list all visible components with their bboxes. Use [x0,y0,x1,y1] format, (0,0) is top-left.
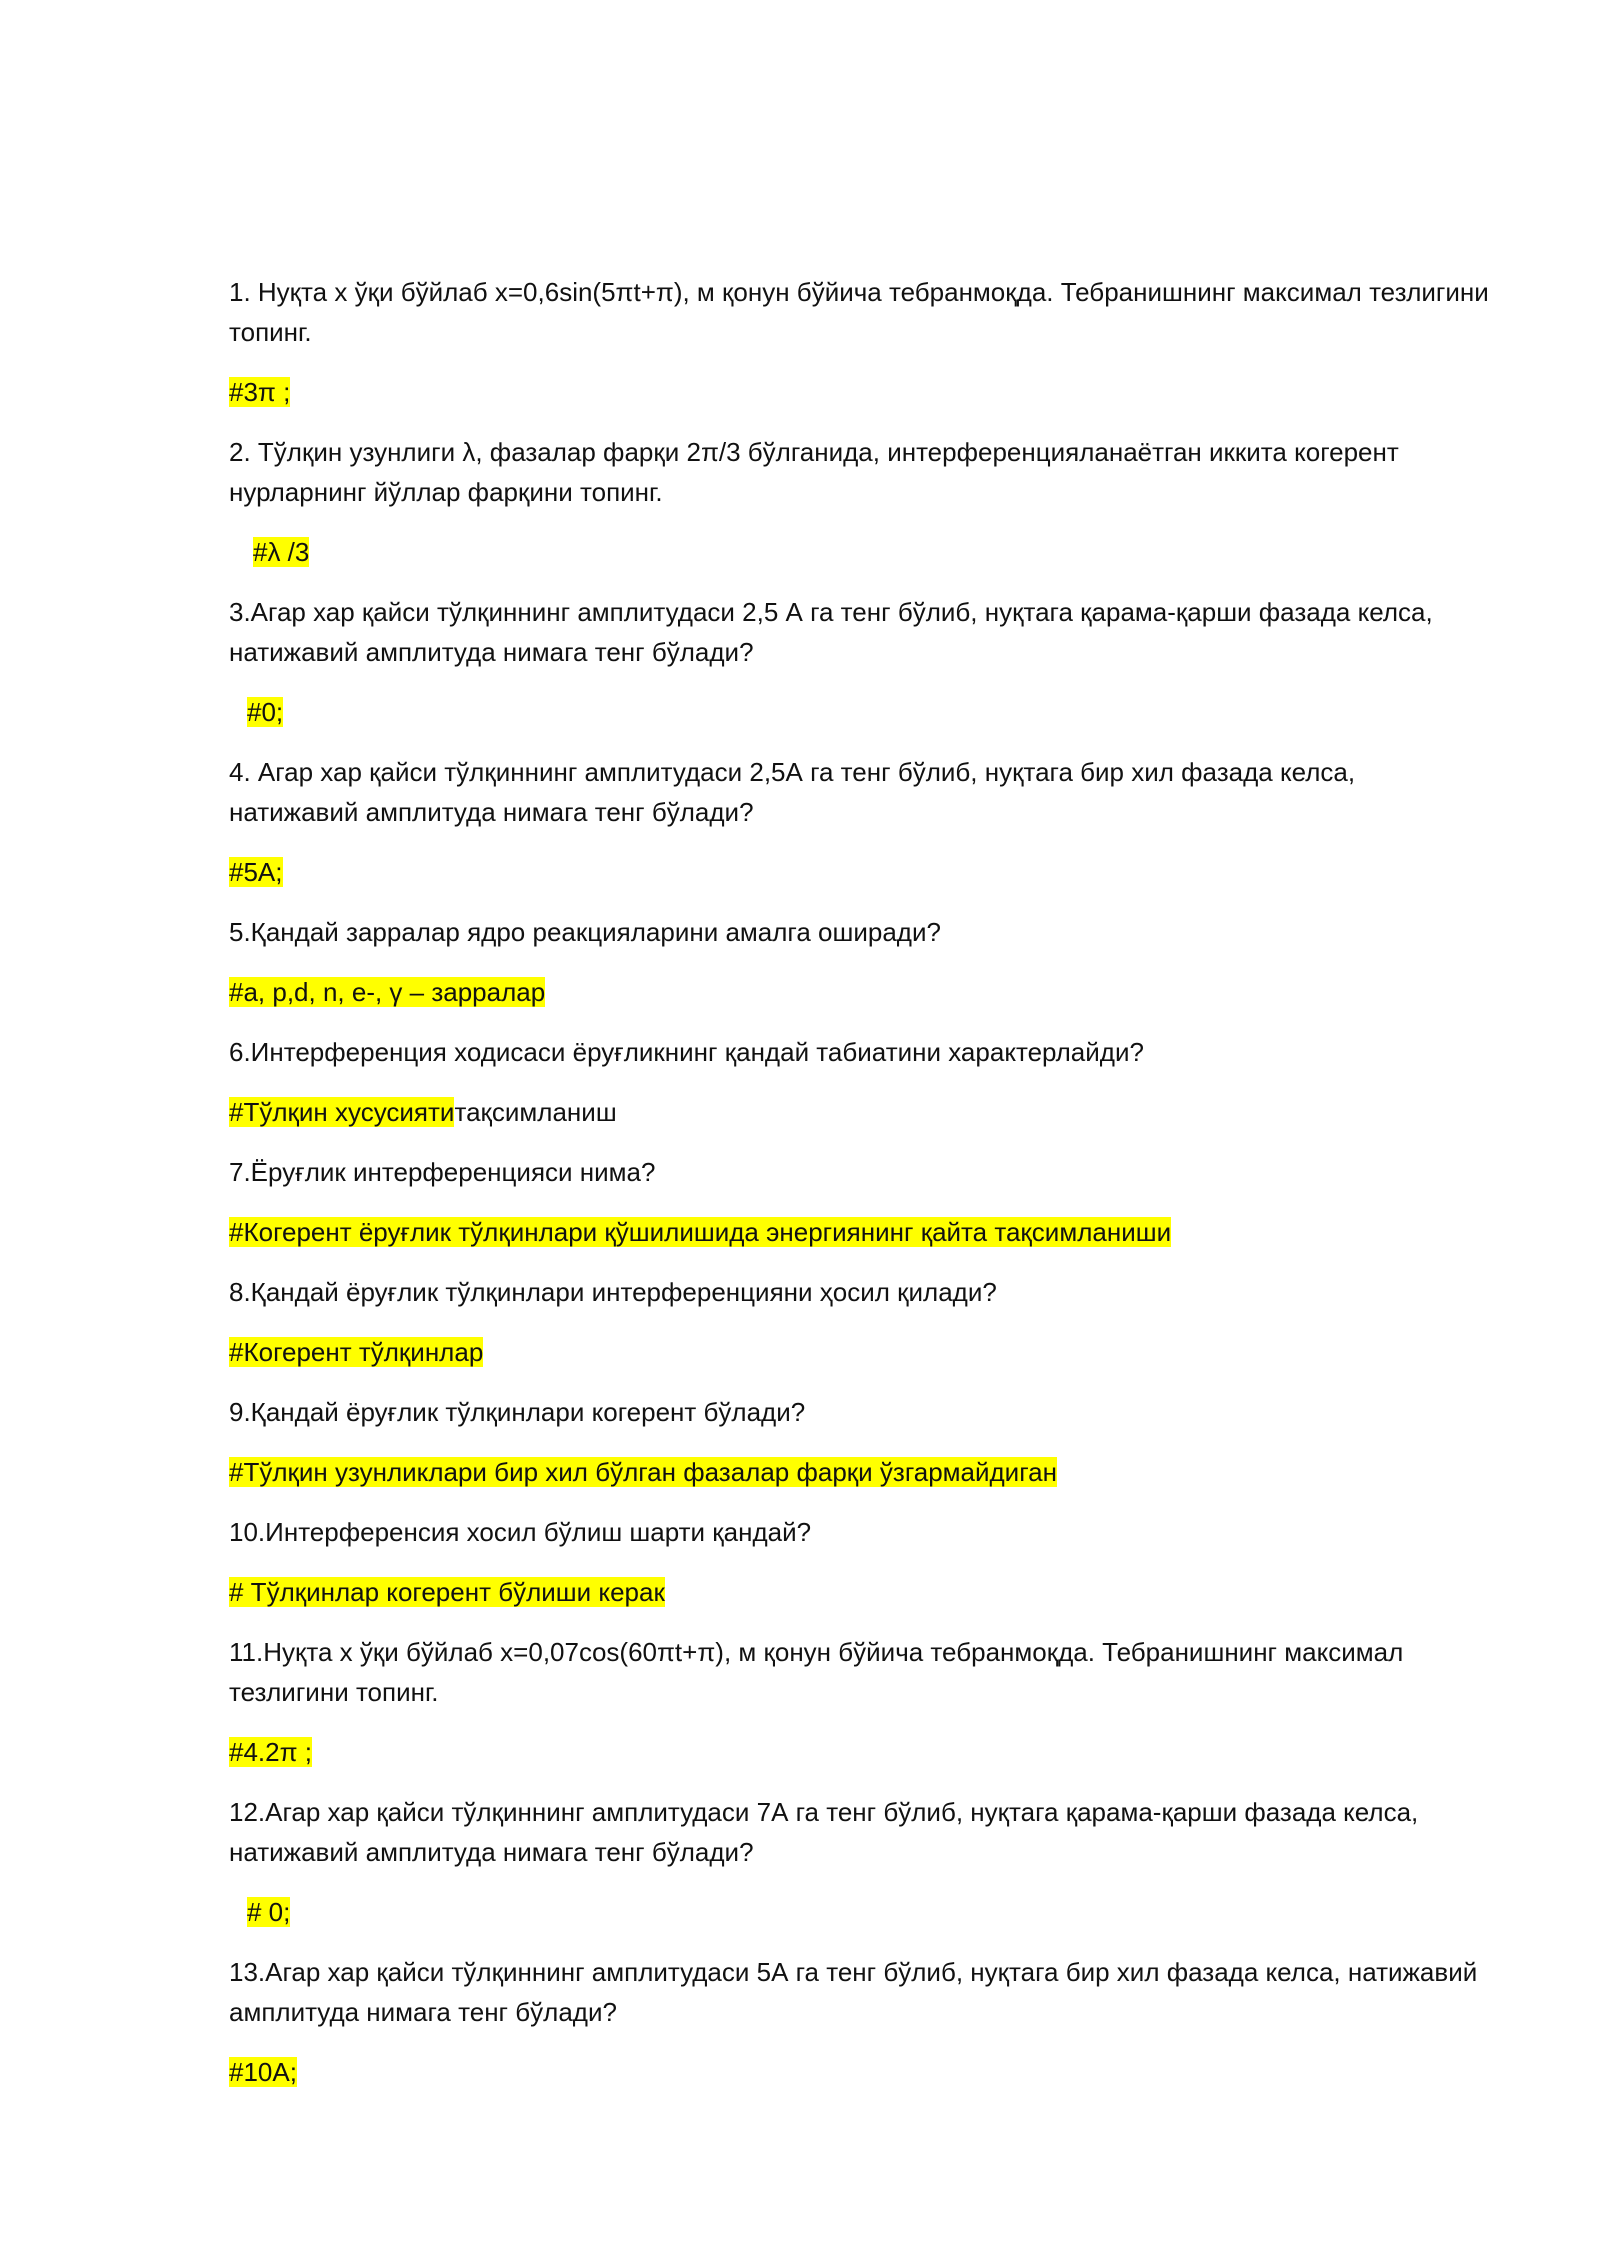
answer-6 [229,1092,1489,1132]
answer-4 [229,852,1489,892]
question-10: 10.Интерференсия хосил бўлиш шарти қандай? [229,1517,812,1547]
answer-6-rest: тақсимланиш [454,1097,617,1127]
answer-1-highlight: #3π ; [229,377,291,407]
answer-9 [229,1452,1489,1492]
answer-12-highlight: # 0; [247,1897,291,1927]
question-12: 12.Агар хар қайси тўлқиннинг амплитудаси 7А га тенг бўлиб, нуқтага қарама-қарши фазада келса, натижавий амплитуда нимага тенг бўлади? [229,1797,1419,1867]
answer-1 [229,372,1489,412]
answer-2 [229,532,1489,572]
question-5: 5.Қандай зарралар ядро реакцияларини амалга оширади? [229,917,941,947]
question-11: 11.Нуқта х ўқи бўйлаб x=0,07cos(60πt+π), м қонун бўйича тебранмоқда. Тебранишнинг максимал тезлигини топинг. [229,1637,1404,1707]
answer-11 [229,1732,1489,1772]
answer-10-highlight: # Тўлқинлар когерент бўлиши керак [229,1577,665,1607]
answer-10 [229,1572,1489,1612]
answer-7 [229,1212,1489,1252]
answer-13 [229,2052,1489,2092]
answer-11-highlight: #4.2π ; [229,1737,312,1767]
question-8: 8.Қандай ёруғлик тўлқинлари интерференцияни ҳосил қилади? [229,1277,997,1307]
question-4: 4. Агар хар қайси тўлқиннинг амплитудаси 2,5А га тенг бўлиб, нуқтага бир хил фазада келса, натижавий амплитуда нимага тенг бўлади? [229,757,1356,827]
answer-6-highlight: #Тўлқин хусусияти [229,1097,455,1127]
answer-8-highlight: #Когерент тўлқинлар [229,1337,484,1367]
answer-7-highlight: #Когерент ёруғлик тўлқинлари қўшилишида энергиянинг қайта тақсимланиши [229,1217,1172,1247]
question-9: 9.Қандай ёруғлик тўлқинлари когерент бўлади? [229,1397,806,1427]
answer-12 [229,1892,1489,1932]
question-6: 6.Интерференция ходисаси ёруғликнинг қандай табиатини характерлайди? [229,1037,1144,1067]
question-3: 3.Агар хар қайси тўлқиннинг амплитудаси 2,5 А га тенг бўлиб, нуқтага қарама-қарши фазада келса, натижавий амплитуда нимага тенг бўлади? [229,597,1433,667]
answer-5 [229,972,1489,1012]
answer-13-highlight: #10А; [229,2057,297,2087]
answer-4-highlight: #5А; [229,857,283,887]
answer-3-highlight: #0; [247,697,284,727]
question-7: 7.Ёруғлик интерференцияси нима? [229,1157,656,1187]
question-13: 13.Агар хар қайси тўлқиннинг амплитудаси 5А га тенг бўлиб, нуқтага бир хил фазада келса, натижавий амплитуда нимага тенг бўлади? [229,1957,1478,2027]
answer-9-highlight: #Тўлқин узунликлари бир хил бўлган фазалар фарқи ўзгармайдиган [229,1457,1057,1487]
answer-5-highlight: #а, p,d, n, e-, γ – зарралар [229,977,546,1007]
answer-2-highlight: #λ /3 [253,537,310,567]
answer-3 [229,692,1489,732]
question-2: 2. Тўлқин узунлиги λ, фазалар фарқи 2π/3 бўлганида, интерференцияланаётган иккита когерент нурларнинг йўллар фарқини топинг. [229,437,1399,507]
question-1: 1. Нуқта х ўқи бўйлаб x=0,6sin(5πt+π), м қонун бўйича тебранмоқда. Тебранишнинг максимал тезлигини топинг. [229,277,1489,347]
answer-8 [229,1332,1489,1372]
document-body [229,272,1489,2092]
